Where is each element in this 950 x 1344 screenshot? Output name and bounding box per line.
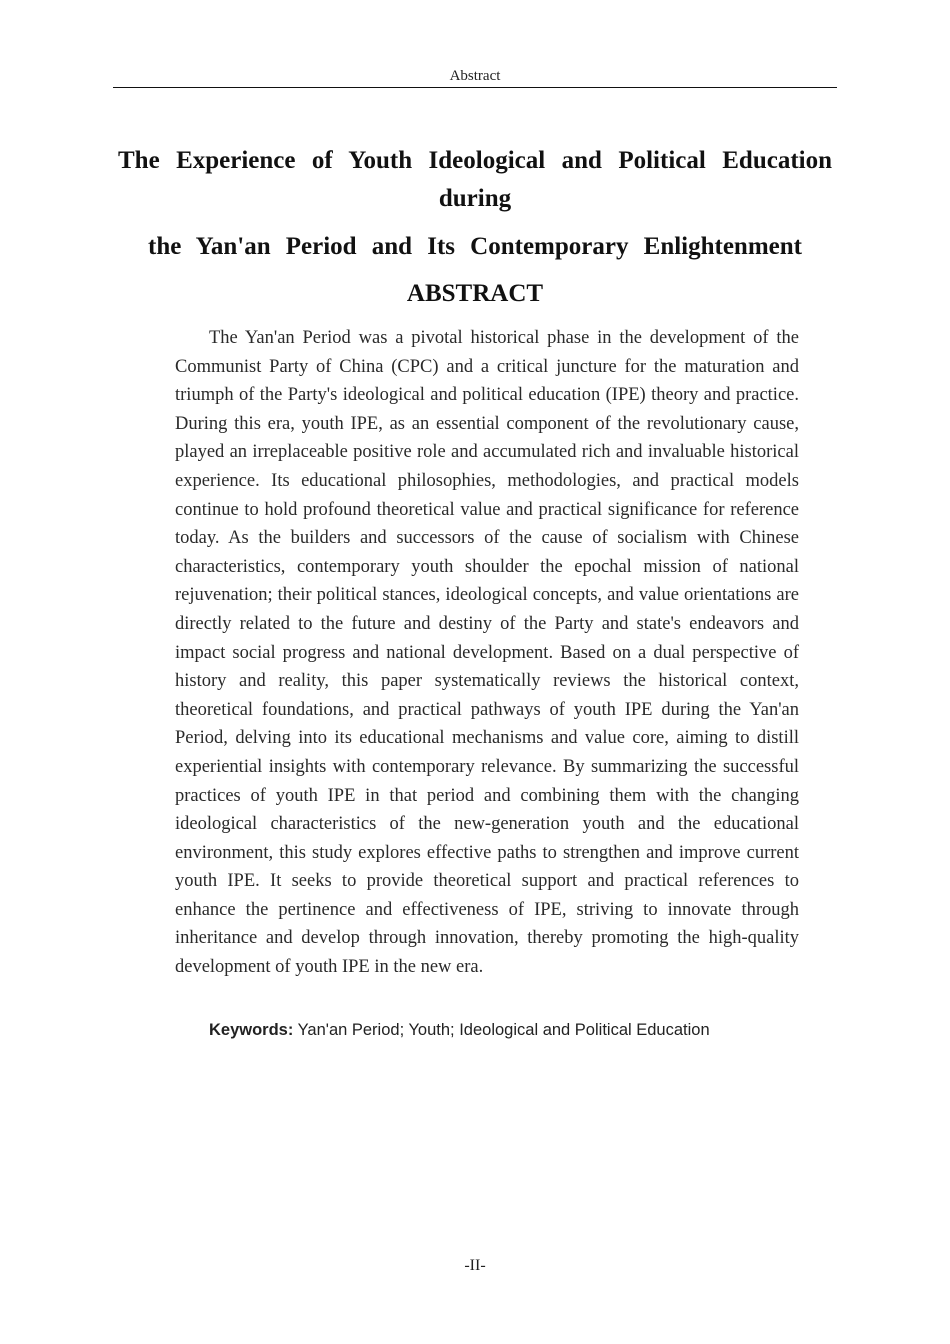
- running-header: Abstract: [449, 68, 501, 84]
- page-number: -II-: [464, 1257, 486, 1274]
- header-rule: [113, 87, 837, 88]
- keywords-value: Yan'an Period; Youth; Ideological and Political Education: [297, 1021, 710, 1039]
- paper-title-line1: The Experience of Youth Ideological and Political Education during: [118, 147, 832, 212]
- abstract-heading: ABSTRACT: [406, 280, 544, 307]
- paper-title-line2: the Yan'an Period and Its Contemporary Enlightenment: [148, 233, 802, 260]
- keywords-label: Keywords:: [209, 1021, 294, 1039]
- abstract-body: The Yan'an Period was a pivotal historical phase in the development of the Communist Party of China (CPC) and a critical juncture for the maturation and triumph of the Party's ideological and political education (IPE) theory and practice. During this era, youth IPE, as an essential component of the revolutionary cause, played an irreplaceable positive role and accumulated rich and invaluable historical experience. Its educational philosophies, methodologies, and practical models continue to hold profound theoretical value and practical significance for reference today. As the builders and successors of the cause of socialism with Chinese characteristics, contemporary youth shoulder the epochal mission of national rejuvenation; their political stances, ideological concepts, and value orientations are directly related to the future and destiny of the Party and state's endeavors and impact social progress and national development. Based on a dual perspective of history and reality, this paper systematically reviews the historical context, theoretical foundations, and practical pathways of youth IPE during the Yan'an Period, delving into its educational mechanisms and value core, aiming to distill experiential insights with contemporary relevance. By summarizing the successful practices of youth IPE in that period and combining them with the changing ideological characteristics of the new-generation youth and the educational environment, this study explores effective paths to strengthen and improve current youth IPE. It seeks to provide theoretical support and practical references to enhance the pertinence and effectiveness of IPE, striving to innovate through inheritance and develop through innovation, thereby promoting the high-quality development of youth IPE in the new era.: [175, 328, 799, 978]
- keywords-line: [209, 1021, 809, 1040]
